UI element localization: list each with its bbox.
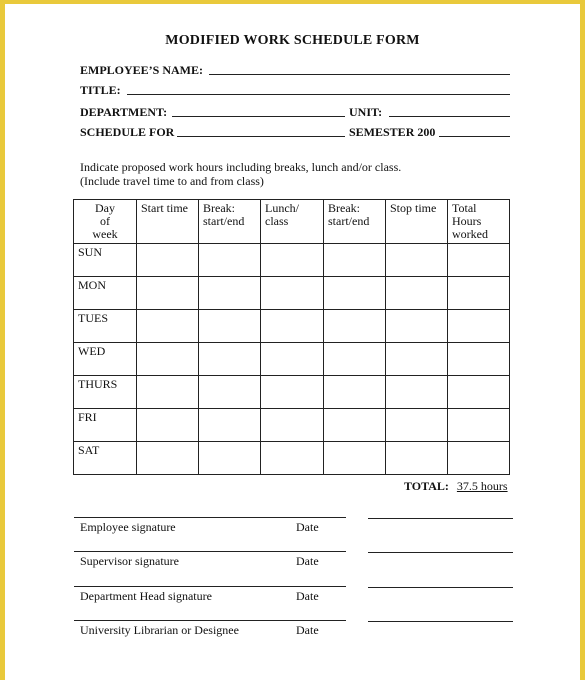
header-break-2: Break: start/end (324, 200, 386, 244)
table-cell[interactable] (261, 343, 324, 376)
table-cell[interactable] (137, 277, 199, 310)
table-cell[interactable] (386, 343, 448, 376)
table-cell[interactable] (199, 343, 261, 376)
day-label-sat: SAT (74, 442, 137, 475)
table-cell[interactable] (261, 376, 324, 409)
table-cell[interactable] (137, 409, 199, 442)
table-cell[interactable] (199, 277, 261, 310)
table-cell[interactable] (199, 310, 261, 343)
librarian-date-label: Date (296, 623, 319, 637)
table-cell[interactable] (324, 409, 386, 442)
table-cell[interactable] (386, 244, 448, 277)
table-cell[interactable] (448, 277, 510, 310)
schedule-for-field[interactable] (177, 136, 345, 137)
employee-signature-label: Employee signature (80, 520, 176, 534)
table-cell[interactable] (448, 310, 510, 343)
day-label-wed: WED (74, 343, 137, 376)
title-label: TITLE: (80, 83, 121, 97)
form-title: MODIFIED WORK SCHEDULE FORM (165, 33, 420, 48)
schedule-table (73, 199, 510, 475)
day-label-fri: FRI (74, 409, 137, 442)
day-label-thurs: THURS (74, 376, 137, 409)
header-day-of-week: Day of week (74, 200, 137, 244)
table-cell[interactable] (448, 244, 510, 277)
table-cell[interactable] (386, 409, 448, 442)
table-cell[interactable] (448, 442, 510, 475)
day-label-tues: TUES (74, 310, 137, 343)
supervisor-date-label: Date (296, 554, 319, 568)
table-cell[interactable] (199, 244, 261, 277)
semester-label: SEMESTER 200 (349, 125, 436, 139)
schedule-for-label: SCHEDULE FOR (80, 125, 175, 139)
table-cell[interactable] (386, 376, 448, 409)
table-cell[interactable] (386, 277, 448, 310)
form-page (5, 4, 580, 680)
librarian-date-line[interactable] (368, 621, 513, 622)
instruction-line-2: (Include travel time to and from class) (80, 174, 264, 188)
total-value: 37.5 hours (456, 479, 508, 493)
table-cell[interactable] (199, 442, 261, 475)
table-cell[interactable] (386, 442, 448, 475)
header-lunch-class: Lunch/ class (261, 200, 324, 244)
table-cell[interactable] (386, 310, 448, 343)
librarian-signature-line[interactable] (74, 620, 346, 621)
department-head-signature-label: Department Head signature (80, 589, 212, 603)
table-row (74, 442, 510, 475)
employee-date-label: Date (296, 520, 319, 534)
header-break-1: Break: start/end (199, 200, 261, 244)
table-row (74, 244, 510, 277)
table-cell[interactable] (324, 310, 386, 343)
table-cell[interactable] (137, 244, 199, 277)
title-field[interactable] (127, 94, 510, 95)
supervisor-signature-label: Supervisor signature (80, 554, 179, 568)
table-cell[interactable] (261, 310, 324, 343)
department-head-date-label: Date (296, 589, 319, 603)
table-row (74, 409, 510, 442)
unit-field[interactable] (389, 116, 510, 117)
table-cell[interactable] (137, 343, 199, 376)
table-cell[interactable] (137, 376, 199, 409)
table-cell[interactable] (261, 244, 324, 277)
table-cell[interactable] (324, 244, 386, 277)
header-start-time: Start time (137, 200, 199, 244)
table-cell[interactable] (448, 409, 510, 442)
table-cell[interactable] (261, 409, 324, 442)
table-row (74, 343, 510, 376)
table-cell[interactable] (137, 310, 199, 343)
instruction-line-1: Indicate proposed work hours including breaks, lunch and/or class. (80, 160, 402, 174)
table-row (74, 310, 510, 343)
table-cell[interactable] (199, 409, 261, 442)
header-total-hours: Total Hours worked (448, 200, 510, 244)
supervisor-signature-line[interactable] (74, 551, 346, 552)
table-cell[interactable] (261, 442, 324, 475)
librarian-signature-label: University Librarian or Designee (80, 623, 239, 637)
unit-label: UNIT: (349, 105, 383, 119)
department-head-date-line[interactable] (368, 587, 513, 588)
table-cell[interactable] (324, 376, 386, 409)
department-label: DEPARTMENT: (80, 105, 168, 119)
employee-name-field[interactable] (209, 74, 510, 75)
table-cell[interactable] (448, 343, 510, 376)
table-row (74, 376, 510, 409)
semester-field[interactable] (439, 136, 510, 137)
table-cell[interactable] (324, 343, 386, 376)
day-label-mon: MON (74, 277, 137, 310)
supervisor-date-line[interactable] (368, 552, 513, 553)
employee-signature-line[interactable] (74, 517, 346, 518)
total-label: TOTAL: (404, 479, 449, 493)
day-label-sun: SUN (74, 244, 137, 277)
employee-name-label: EMPLOYEE’S NAME: (80, 63, 203, 77)
department-head-signature-line[interactable] (74, 586, 346, 587)
employee-date-line[interactable] (368, 518, 513, 519)
table-cell[interactable] (324, 277, 386, 310)
table-cell[interactable] (199, 376, 261, 409)
header-stop-time: Stop time (386, 200, 448, 244)
table-cell[interactable] (324, 442, 386, 475)
table-cell[interactable] (448, 376, 510, 409)
total-row (404, 479, 508, 494)
table-cell[interactable] (261, 277, 324, 310)
table-header-row (74, 200, 510, 244)
table-row (74, 277, 510, 310)
table-cell[interactable] (137, 442, 199, 475)
department-field[interactable] (172, 116, 345, 117)
